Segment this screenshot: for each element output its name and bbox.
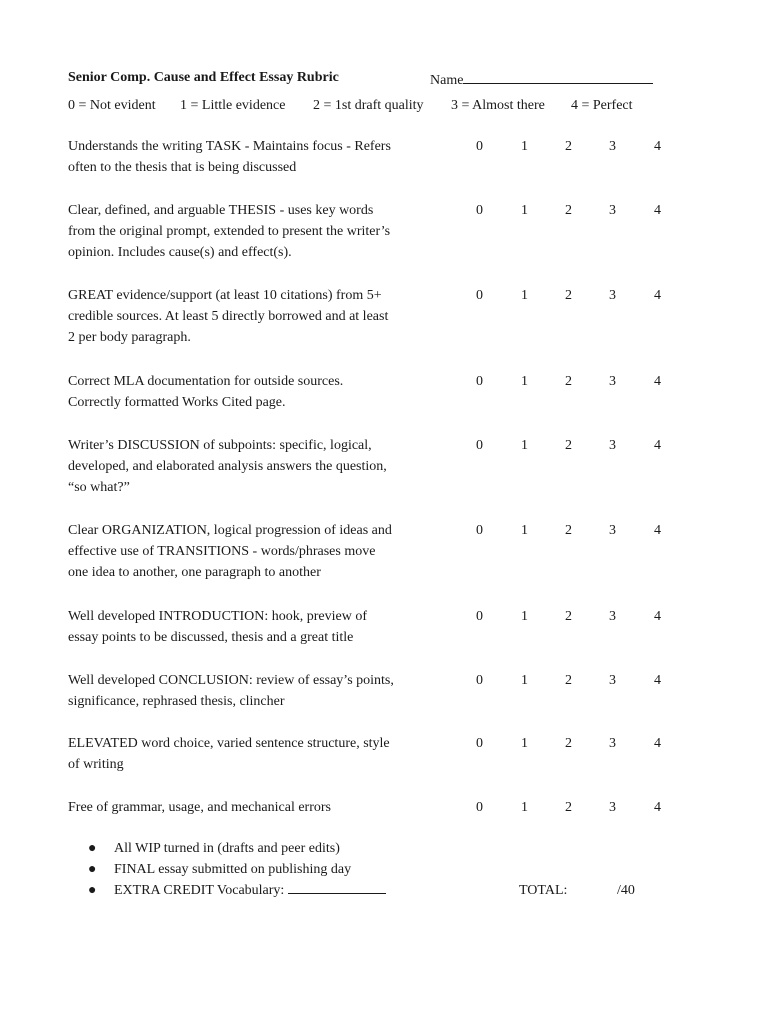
criterion-text bbox=[68, 670, 418, 712]
criterion-line: Well developed INTRODUCTION: hook, preview of bbox=[68, 609, 368, 624]
criterion-text bbox=[68, 733, 418, 775]
score-option-2: 2 bbox=[565, 288, 572, 303]
bullet-icon: ● bbox=[88, 862, 97, 877]
criterion-text bbox=[68, 136, 418, 178]
criterion-line: Clear, defined, and arguable THESIS - uses key words bbox=[68, 203, 374, 218]
criterion-line: Free of grammar, usage, and mechanical errors bbox=[68, 800, 331, 815]
criterion-text bbox=[68, 285, 418, 348]
list-item bbox=[88, 859, 386, 880]
score-option-2: 2 bbox=[565, 673, 572, 688]
score-option-4: 4 bbox=[654, 374, 661, 389]
list-item bbox=[88, 838, 386, 859]
criterion-line: ELEVATED word choice, varied sentence structure, style bbox=[68, 736, 390, 751]
score-option-4: 4 bbox=[654, 139, 661, 154]
criterion-line: Understands the writing TASK - Maintains focus - Refers bbox=[68, 139, 391, 154]
score-option-3: 3 bbox=[609, 673, 616, 688]
score-option-3: 3 bbox=[609, 609, 616, 624]
score-option-0: 0 bbox=[476, 203, 483, 218]
criterion-text bbox=[68, 200, 418, 263]
criterion-line: Correct MLA documentation for outside sources. bbox=[68, 374, 344, 389]
scale-item-1: 1 = Little evidence bbox=[180, 98, 286, 113]
score-option-4: 4 bbox=[654, 438, 661, 453]
criterion-line: effective use of TRANSITIONS - words/phrases move bbox=[68, 544, 376, 559]
score-option-1: 1 bbox=[521, 800, 528, 815]
score-option-2: 2 bbox=[565, 139, 572, 154]
bullet-icon: ● bbox=[88, 883, 97, 898]
requirements-list bbox=[88, 838, 386, 901]
scale-item-3: 3 = Almost there bbox=[451, 98, 545, 113]
scale-item-4: 4 = Perfect bbox=[571, 98, 633, 113]
score-option-0: 0 bbox=[476, 673, 483, 688]
score-option-1: 1 bbox=[521, 609, 528, 624]
criterion-line: developed, and elaborated analysis answers the question, bbox=[68, 459, 387, 474]
score-option-0: 0 bbox=[476, 523, 483, 538]
score-option-1: 1 bbox=[521, 673, 528, 688]
score-option-4: 4 bbox=[654, 523, 661, 538]
score-option-2: 2 bbox=[565, 203, 572, 218]
score-option-3: 3 bbox=[609, 736, 616, 751]
score-option-0: 0 bbox=[476, 139, 483, 154]
rubric-title: Senior Comp. Cause and Effect Essay Rubric bbox=[68, 70, 339, 85]
criterion-text bbox=[68, 797, 418, 818]
score-option-3: 3 bbox=[609, 288, 616, 303]
score-option-2: 2 bbox=[565, 736, 572, 751]
criterion-line: from the original prompt, extended to present the writer’s bbox=[68, 224, 391, 239]
criterion-line: of writing bbox=[68, 757, 124, 772]
name-label: Name bbox=[430, 73, 464, 88]
score-option-1: 1 bbox=[521, 736, 528, 751]
score-option-2: 2 bbox=[565, 374, 572, 389]
score-option-1: 1 bbox=[521, 288, 528, 303]
name-blank-line bbox=[463, 70, 653, 84]
scale-item-2: 2 = 1st draft quality bbox=[313, 98, 424, 113]
score-option-3: 3 bbox=[609, 438, 616, 453]
criterion-line: Well developed CONCLUSION: review of essay’s points, bbox=[68, 673, 394, 688]
criterion-line: significance, rephrased thesis, clincher bbox=[68, 694, 285, 709]
score-option-3: 3 bbox=[609, 523, 616, 538]
criterion-line: essay points to be discussed, thesis and a great title bbox=[68, 630, 354, 645]
criterion-line: Clear ORGANIZATION, logical progression of ideas and bbox=[68, 523, 392, 538]
score-option-1: 1 bbox=[521, 374, 528, 389]
total-max: /40 bbox=[617, 883, 635, 898]
criterion-line: one idea to another, one paragraph to another bbox=[68, 565, 321, 580]
criterion-line: often to the thesis that is being discussed bbox=[68, 160, 297, 175]
criterion-text bbox=[68, 435, 418, 498]
extra-credit-blank-line bbox=[288, 880, 386, 894]
criterion-line: GREAT evidence/support (at least 10 citations) from 5+ bbox=[68, 288, 382, 303]
criterion-line: Correctly formatted Works Cited page. bbox=[68, 395, 286, 410]
score-option-2: 2 bbox=[565, 609, 572, 624]
score-option-4: 4 bbox=[654, 288, 661, 303]
criterion-line: opinion. Includes cause(s) and effect(s). bbox=[68, 245, 292, 260]
score-option-0: 0 bbox=[476, 288, 483, 303]
score-option-2: 2 bbox=[565, 438, 572, 453]
score-option-2: 2 bbox=[565, 800, 572, 815]
score-option-3: 3 bbox=[609, 139, 616, 154]
criterion-text bbox=[68, 606, 418, 648]
scale-item-0: 0 = Not evident bbox=[68, 98, 156, 113]
score-option-3: 3 bbox=[609, 374, 616, 389]
score-option-1: 1 bbox=[521, 203, 528, 218]
score-option-0: 0 bbox=[476, 438, 483, 453]
score-option-4: 4 bbox=[654, 673, 661, 688]
score-option-0: 0 bbox=[476, 374, 483, 389]
score-option-4: 4 bbox=[654, 609, 661, 624]
name-field bbox=[430, 70, 653, 89]
score-option-0: 0 bbox=[476, 800, 483, 815]
scoring-scale bbox=[0, 98, 768, 118]
score-option-1: 1 bbox=[521, 438, 528, 453]
requirement-extra-credit: EXTRA CREDIT Vocabulary: bbox=[114, 883, 285, 898]
criterion-text bbox=[68, 371, 418, 413]
criterion-line: Writer’s DISCUSSION of subpoints: specific, logical, bbox=[68, 438, 372, 453]
criterion-line: “so what?” bbox=[68, 480, 130, 495]
total-label: TOTAL: bbox=[519, 883, 568, 898]
score-option-4: 4 bbox=[654, 736, 661, 751]
criterion-line: credible sources. At least 5 directly borrowed and at least bbox=[68, 309, 389, 324]
score-option-4: 4 bbox=[654, 203, 661, 218]
score-option-4: 4 bbox=[654, 800, 661, 815]
requirement-wip: All WIP turned in (drafts and peer edits) bbox=[114, 841, 340, 856]
score-option-1: 1 bbox=[521, 139, 528, 154]
score-option-3: 3 bbox=[609, 203, 616, 218]
bullet-icon: ● bbox=[88, 841, 97, 856]
requirement-final: FINAL essay submitted on publishing day bbox=[114, 862, 352, 877]
score-option-3: 3 bbox=[609, 800, 616, 815]
criterion-line: 2 per body paragraph. bbox=[68, 330, 191, 345]
score-option-2: 2 bbox=[565, 523, 572, 538]
score-option-0: 0 bbox=[476, 609, 483, 624]
criterion-text bbox=[68, 520, 418, 583]
score-option-0: 0 bbox=[476, 736, 483, 751]
list-item bbox=[88, 880, 386, 901]
score-option-1: 1 bbox=[521, 523, 528, 538]
